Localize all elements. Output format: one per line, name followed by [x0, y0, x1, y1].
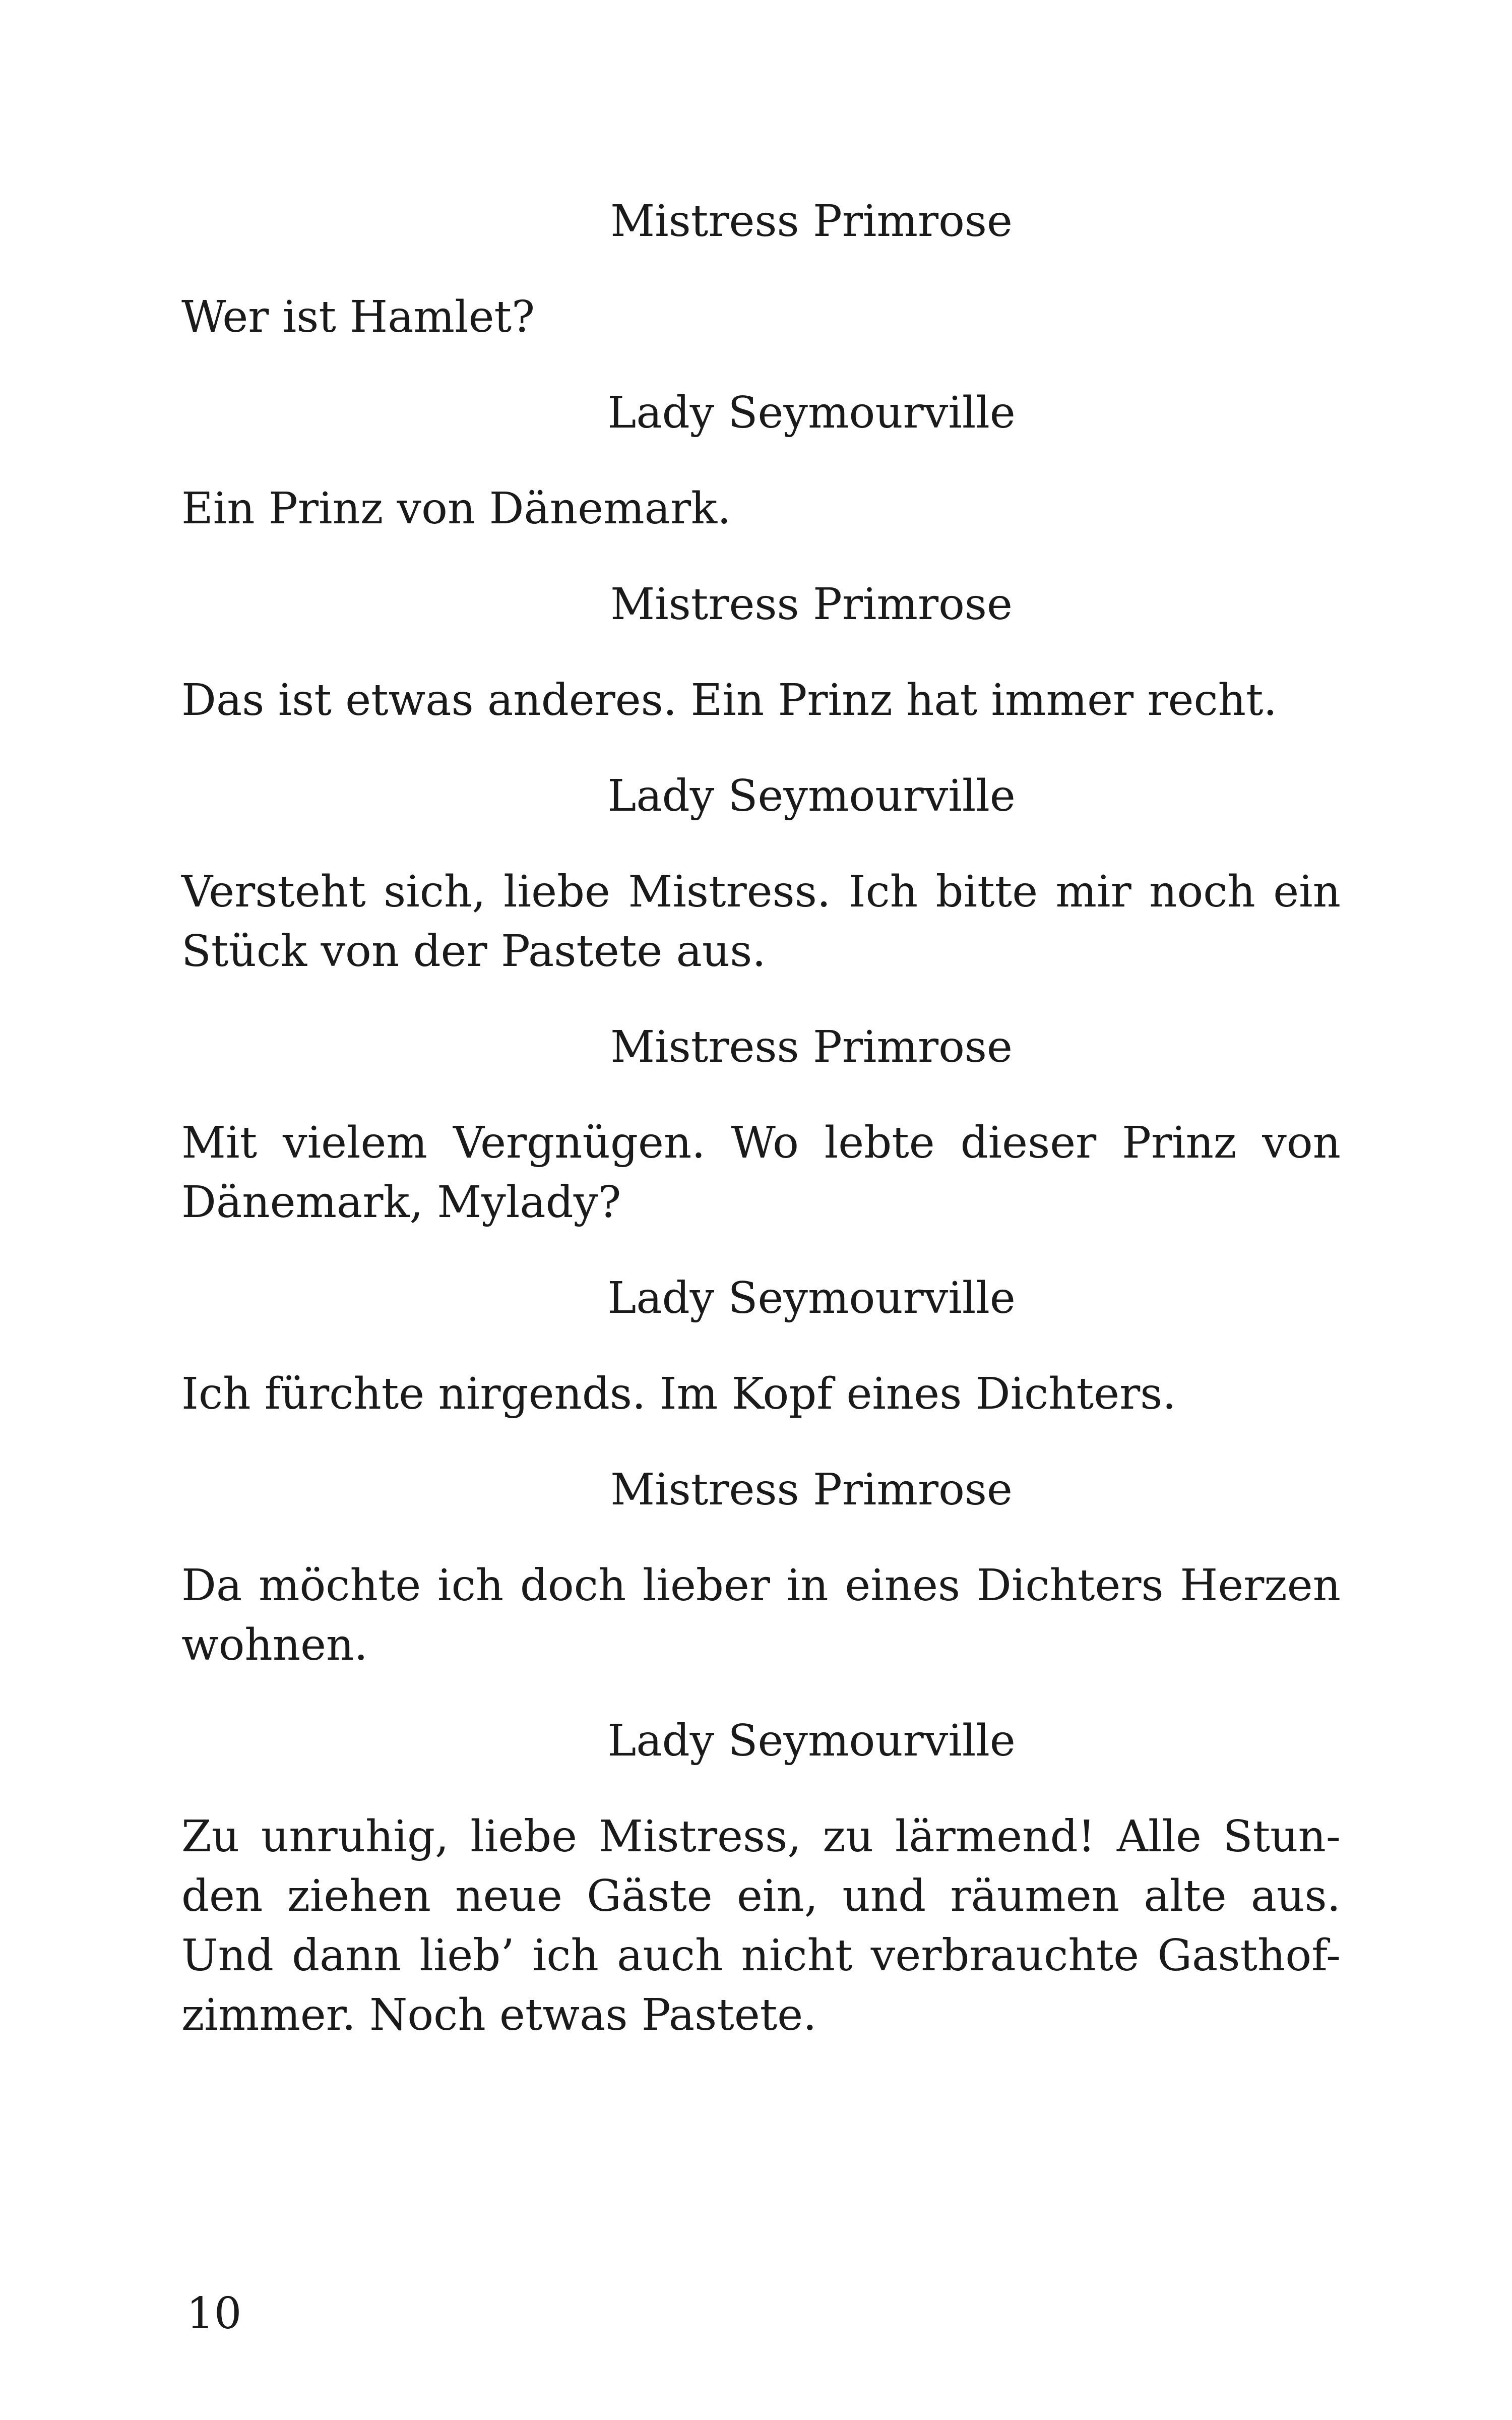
dialogue-line	[181, 1364, 1341, 1424]
dialogue-line	[181, 287, 1341, 347]
dialogue-text: Und dann lieb’ ich auch nicht verbrauchte Gasthof-	[181, 1930, 1341, 1981]
dialogue-page	[181, 192, 1341, 2081]
dialogue-text: zimmer. Noch etwas Pastete.	[181, 1990, 817, 2040]
speaker-name: Mistress Primrose	[610, 1465, 1013, 1515]
dialogue-line	[181, 862, 1341, 981]
dialogue-text: Ich fürchte nirgends. Im Kopf eines Dichters.	[181, 1369, 1176, 1419]
dialogue-text: Da möchte ich doch lieber in eines Dichters Herzen	[181, 1560, 1341, 1611]
dialogue-line	[181, 671, 1341, 730]
dialogue-line	[181, 1807, 1341, 2045]
dialogue-text: den ziehen neue Gäste ein, und räumen alte aus.	[181, 1871, 1341, 1921]
dialogue-text: wohnen.	[181, 1620, 368, 1670]
dialogue-text: Mit vielem Vergnügen. Wo lebte dieser Prinz von	[181, 1118, 1341, 1168]
speaker-name: Mistress Primrose	[610, 1022, 1013, 1072]
speaker-name: Lady Seymourville	[607, 771, 1016, 821]
speaker-name: Lady Seymourville	[607, 1716, 1016, 1766]
dialogue-text: Das ist etwas anderes. Ein Prinz hat immer recht.	[181, 675, 1277, 725]
dialogue-line	[181, 1113, 1341, 1232]
dialogue-text: Ein Prinz von Dänemark.	[181, 483, 731, 534]
speaker-name: Lady Seymourville	[607, 1273, 1016, 1323]
dialogue-line	[181, 1556, 1341, 1675]
dialogue-text: Versteht sich, liebe Mistress. Ich bitte mir noch ein	[181, 867, 1341, 917]
speaker-name: Mistress Primrose	[610, 579, 1013, 630]
speaker-name: Mistress Primrose	[610, 196, 1013, 247]
dialogue-line	[181, 479, 1341, 538]
speaker-name: Lady Seymourville	[607, 388, 1016, 438]
dialogue-text: Zu unruhig, liebe Mistress, zu lärmend! Alle Stun-	[181, 1811, 1341, 1862]
dialogue-text: Stück von der Pastete aus.	[181, 926, 766, 977]
page-number: 10	[186, 2288, 242, 2339]
dialogue-text: Wer ist Hamlet?	[181, 292, 535, 342]
dialogue-text: Dänemark, Mylady?	[181, 1177, 621, 1228]
